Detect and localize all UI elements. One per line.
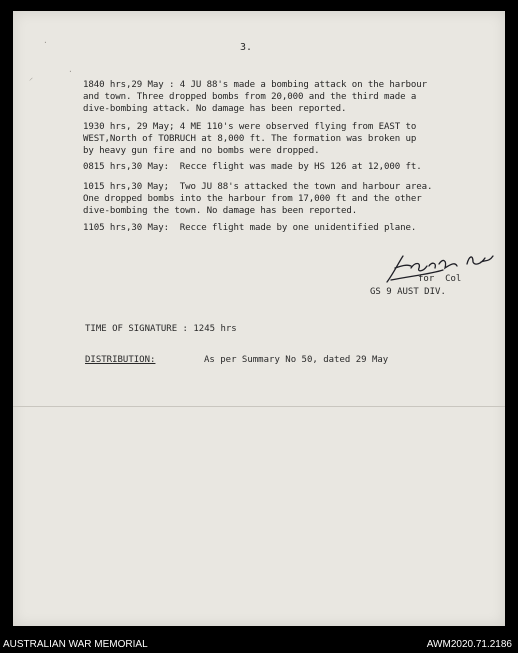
distribution-text: As per Summary No 50, dated 29 May	[204, 355, 389, 365]
accession-number: AWM2020.71.2186	[426, 639, 512, 650]
fold-line	[13, 406, 505, 407]
margin-mark: ⸝	[29, 73, 33, 82]
signatory: GS 9 AUST DIV.	[370, 287, 446, 297]
report-entry: 1015 hrs,30 May; Two JU 88's attacked the town and harbour area. One dropped bombs into the harbour from 17,000 ft and the other dive-bombing the town. No damage has been reported.	[83, 182, 433, 216]
margin-mark: ·	[68, 67, 73, 76]
institution-label: AUSTRALIAN WAR MEMORIAL	[3, 639, 148, 650]
for-col: for Col	[418, 274, 462, 284]
margin-mark: ·	[43, 38, 48, 47]
time-of-signature: TIME OF SIGNATURE : 1245 hrs	[85, 324, 237, 334]
report-entry: 1105 hrs,30 May: Recce flight made by one unidentified plane.	[83, 223, 417, 233]
footer-bar	[0, 636, 518, 653]
report-entry: 1930 hrs, 29 May; 4 ME 110's were observed flying from EAST to WEST,North of TOBRUCH at 8,000 ft. The formation was broken up by heavy gun fire and no bombs were dropped.	[83, 122, 417, 156]
report-entry: 0815 hrs,30 May: Recce flight was made by HS 126 at 12,000 ft.	[83, 162, 422, 172]
distribution-label: DISTRIBUTION:	[85, 355, 156, 365]
page-number: 3.	[240, 42, 253, 53]
document-page	[13, 11, 505, 626]
report-entry: 1840 hrs,29 May : 4 JU 88's made a bombing attack on the harbour and town. Three dropped bombs from 20,000 and the third made a dive-bombing attack. No damage has been reported.	[83, 80, 427, 114]
